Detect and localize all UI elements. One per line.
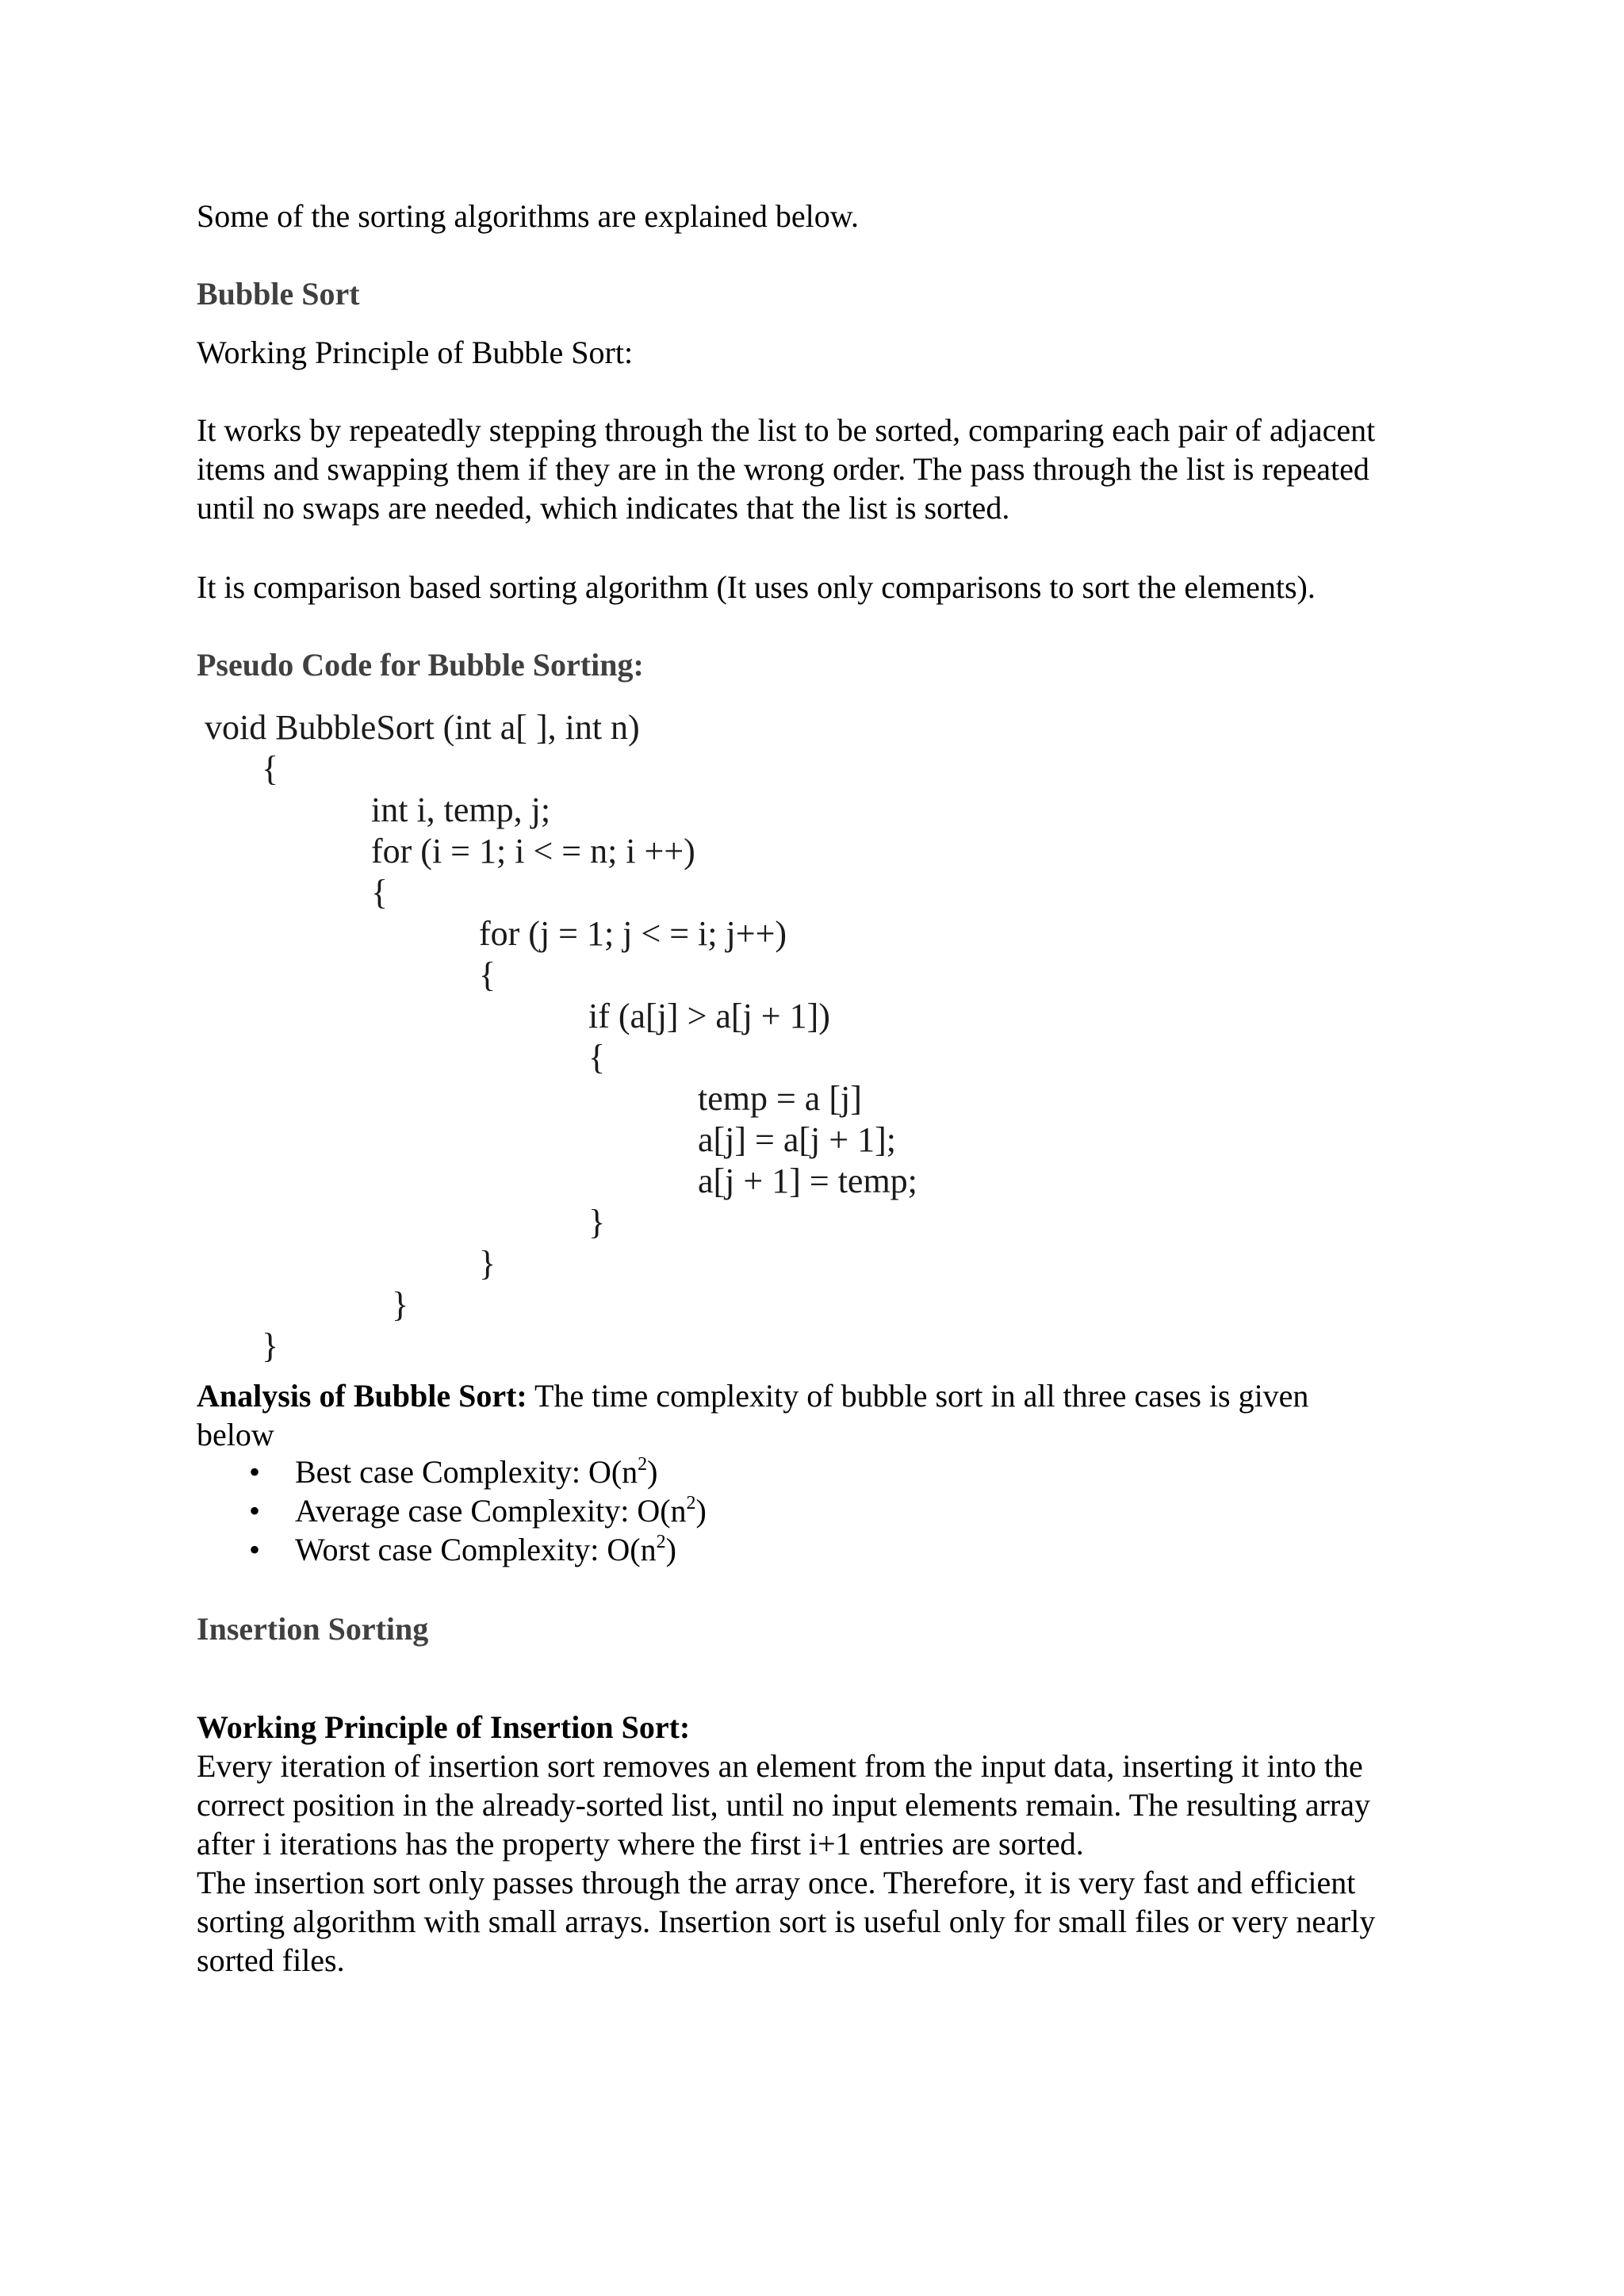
insertion-body-line-2: correct position in the already-sorted list, until no input elements remain. The resulting array <box>197 1787 1370 1823</box>
analysis-line-1 <box>197 1376 1308 1415</box>
code-line: a[j + 1] = temp; <box>698 1161 917 1200</box>
bubble-principle-label: Working Principle of Bubble Sort: <box>197 335 634 370</box>
code-line: temp = a [j] <box>698 1079 862 1118</box>
bullet-icon: • <box>249 1493 261 1529</box>
insertion-body-line-4: The insertion sort only passes through the array once. Therefore, it is very fast and efficient <box>197 1865 1356 1900</box>
code-line: } <box>392 1285 409 1324</box>
analysis-label: Analysis of Bubble Sort: <box>197 1378 527 1414</box>
pseudo-code-heading: Pseudo Code for Bubble Sorting: <box>197 647 644 683</box>
list-item: • Best case Complexity: $O(n^2)$ <box>249 1453 658 1490</box>
code-line: for (j = 1; j < = i; j++) <box>479 914 787 953</box>
bubble-sort-heading: Bubble Sort <box>197 276 360 312</box>
list-item: • Worst case Complexity: $O(n^2)$ <box>249 1531 676 1567</box>
bubble-comparison-note: It is comparison based sorting algorithm (It uses only comparisons to sort the elements). <box>197 569 1316 605</box>
bubble-para-line-2: items and swapping them if they are in the wrong order. The pass through the list is repeated <box>197 451 1369 487</box>
code-line: int i, temp, j; <box>371 790 551 829</box>
code-line: a[j] = a[j + 1]; <box>698 1120 896 1159</box>
bubble-para-line-1: It works by repeatedly stepping through the list to be sorted, comparing each pair of adjacent <box>197 412 1376 448</box>
code-line: { <box>371 873 389 912</box>
insertion-principle-label: Working Principle of Insertion Sort: <box>197 1709 691 1745</box>
insertion-sort-heading: Insertion Sorting <box>197 1611 429 1647</box>
analysis-text: The time complexity of bubble sort in all three cases is given <box>527 1378 1309 1414</box>
code-line: void BubbleSort (int a[ ], int n) <box>205 708 640 747</box>
intro-text: Some of the sorting algorithms are explained below. <box>197 198 859 234</box>
code-line: if (a[j] > a[j + 1]) <box>588 997 830 1035</box>
insertion-body-line-3: after i iterations has the property where the first i+1 entries are sorted. <box>197 1826 1084 1862</box>
bullet-icon: • <box>249 1532 261 1567</box>
insertion-body-line-1: Every iteration of insertion sort removes an element from the input data, inserting it into the <box>197 1748 1363 1784</box>
insertion-body-line-5: sorting algorithm with small arrays. Insertion sort is useful only for small files or very nearly <box>197 1904 1376 1939</box>
analysis-line-2: below <box>197 1417 274 1452</box>
bullet-icon: • <box>249 1454 261 1490</box>
code-line: for (i = 1; i < = n; i ++) <box>371 832 695 871</box>
code-line: { <box>479 955 496 994</box>
code-line: } <box>479 1244 496 1283</box>
code-line: { <box>588 1038 606 1077</box>
code-line: } <box>262 1326 279 1365</box>
bubble-para-line-3: until no swaps are needed, which indicates that the list is sorted. <box>197 490 1010 526</box>
list-item: • Average case Complexity: $O(n^2)$ <box>249 1492 707 1529</box>
code-line: } <box>588 1203 606 1242</box>
complexity-list <box>197 1452 707 1569</box>
code-line: { <box>262 749 279 788</box>
insertion-body-line-6: sorted files. <box>197 1942 345 1978</box>
